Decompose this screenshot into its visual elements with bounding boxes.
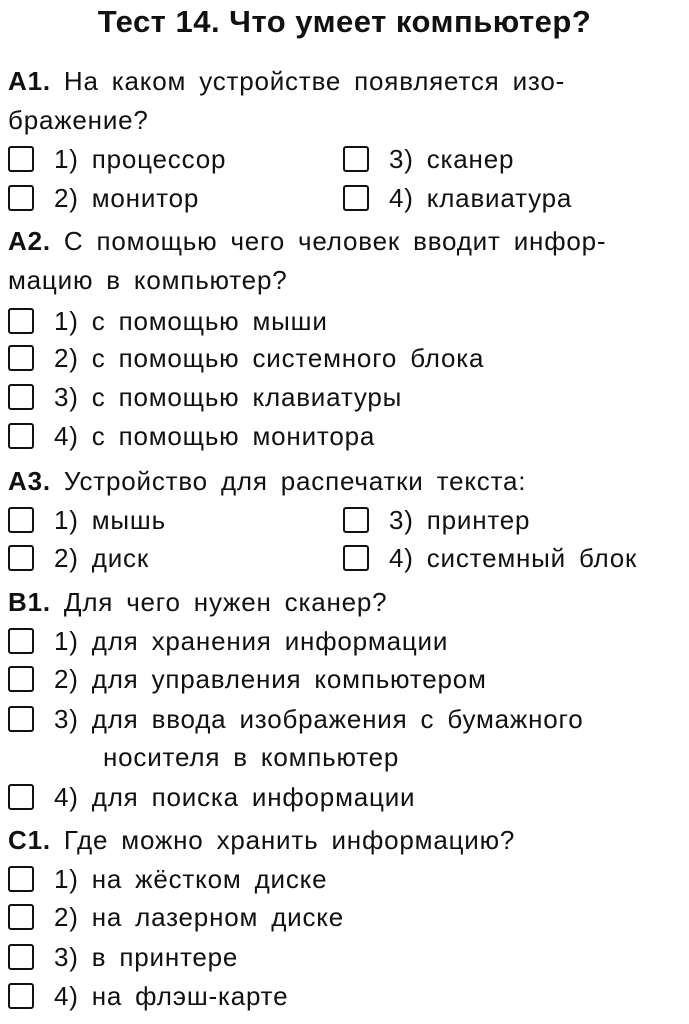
checkbox[interactable] xyxy=(8,866,34,892)
option-a2-3[interactable] xyxy=(8,380,402,414)
question-a3-text: Устройство для распечатки текста: xyxy=(63,466,527,496)
option-label: 3) в принтере xyxy=(54,942,239,972)
option-label: 3) сканер xyxy=(389,144,515,174)
page-title: Тест 14. Что умеет компьютер? xyxy=(97,4,592,39)
option-c1-3[interactable] xyxy=(8,940,238,974)
question-a2 xyxy=(8,224,606,258)
checkbox[interactable] xyxy=(8,784,34,810)
question-a3-number: А3. xyxy=(8,466,51,496)
checkbox[interactable] xyxy=(8,345,34,371)
option-label: 4) на флэш-карте xyxy=(54,981,289,1011)
option-a1-3[interactable] xyxy=(343,142,514,176)
checkbox[interactable] xyxy=(343,185,369,211)
checkbox[interactable] xyxy=(343,146,369,172)
checkbox[interactable] xyxy=(343,545,369,571)
question-b1-number: В1. xyxy=(8,587,51,617)
option-a2-4[interactable] xyxy=(8,419,375,453)
option-a3-1[interactable] xyxy=(8,503,166,537)
question-a3 xyxy=(8,464,526,498)
question-a2-text: С помощью чего человек вводит инфор- xyxy=(63,226,607,256)
option-label: 1) мышь xyxy=(54,505,166,535)
question-a1 xyxy=(8,64,565,98)
option-b1-3[interactable] xyxy=(8,702,584,736)
option-label: 1) с помощью мыши xyxy=(54,306,328,336)
question-a1-number: А1. xyxy=(8,66,51,96)
option-label: 4) с помощью монитора xyxy=(54,421,376,451)
checkbox[interactable] xyxy=(8,706,34,732)
option-label: 2) на лазерном диске xyxy=(54,902,345,932)
option-a2-1[interactable] xyxy=(8,304,328,338)
option-c1-4[interactable] xyxy=(8,979,288,1013)
checkbox[interactable] xyxy=(8,185,34,211)
option-label: 2) монитор xyxy=(54,183,200,213)
option-a3-3[interactable] xyxy=(343,503,530,537)
question-a1-text: На каком устройстве появляется изо- xyxy=(63,66,566,96)
option-label: 4) для поиска информации xyxy=(54,782,416,812)
checkbox[interactable] xyxy=(8,628,34,654)
option-label: 1) для хранения информации xyxy=(54,626,449,656)
checkbox[interactable] xyxy=(8,944,34,970)
checkbox[interactable] xyxy=(8,308,34,334)
option-label: 2) для управления компьютером xyxy=(54,664,487,694)
option-a1-1[interactable] xyxy=(8,142,226,176)
option-a2-2[interactable] xyxy=(8,341,484,375)
question-a1-text-cont: бражение? xyxy=(8,105,149,135)
option-label: 3) с помощью клавиатуры xyxy=(54,382,403,412)
checkbox[interactable] xyxy=(8,983,34,1009)
question-b1-text: Для чего нужен сканер? xyxy=(63,587,388,617)
option-label: 4) клавиатура xyxy=(389,183,573,213)
option-label: 2) с помощью системного блока xyxy=(54,343,485,373)
checkbox[interactable] xyxy=(8,545,34,571)
option-b1-1[interactable] xyxy=(8,624,448,658)
question-a2-text-cont: мацию в компьютер? xyxy=(8,265,288,295)
question-c1-text: Где можно хранить информацию? xyxy=(63,825,516,855)
checkbox[interactable] xyxy=(8,423,34,449)
option-b1-3-cont: носителя в компьютер xyxy=(103,742,400,772)
question-a2-number: А2. xyxy=(8,226,51,256)
option-c1-2[interactable] xyxy=(8,900,344,934)
checkbox[interactable] xyxy=(8,146,34,172)
option-a3-2[interactable] xyxy=(8,541,149,575)
option-label: 1) процессор xyxy=(54,144,227,174)
question-c1-number: С1. xyxy=(8,825,51,855)
option-a1-2[interactable] xyxy=(8,181,199,215)
checkbox[interactable] xyxy=(343,507,369,533)
option-b1-4[interactable] xyxy=(8,780,415,814)
option-label: 4) системный блок xyxy=(389,543,638,573)
option-a1-4[interactable] xyxy=(343,181,572,215)
checkbox[interactable] xyxy=(8,666,34,692)
question-b1 xyxy=(8,585,387,619)
option-label: 3) принтер xyxy=(389,505,531,535)
option-label: 1) на жёстком диске xyxy=(54,864,328,894)
option-b1-2[interactable] xyxy=(8,662,487,696)
checkbox[interactable] xyxy=(8,904,34,930)
question-c1 xyxy=(8,823,515,857)
option-c1-1[interactable] xyxy=(8,862,327,896)
checkbox[interactable] xyxy=(8,384,34,410)
option-label: 3) для ввода изображения с бумажного xyxy=(54,704,584,734)
option-label: 2) диск xyxy=(54,543,150,573)
checkbox[interactable] xyxy=(8,507,34,533)
option-a3-4[interactable] xyxy=(343,541,637,575)
